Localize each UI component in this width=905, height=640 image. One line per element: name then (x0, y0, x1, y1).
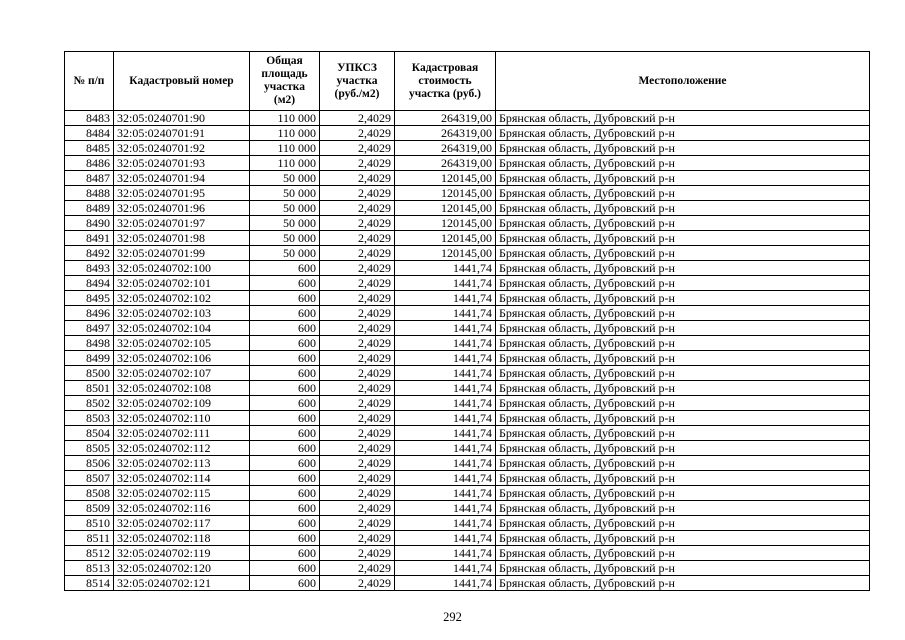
cell-upksz: 2,4029 (320, 246, 395, 261)
cell-area: 600 (250, 396, 320, 411)
table-row (65, 576, 870, 591)
cadastral-table (64, 51, 870, 591)
cell-area: 600 (250, 411, 320, 426)
cell-cadastral-value: 1441,74 (395, 501, 496, 516)
cell-location: Брянская область, Дубровский р-н (496, 291, 870, 306)
cell-location: Брянская область, Дубровский р-н (496, 441, 870, 456)
table-row (65, 291, 870, 306)
cell-cadastral-number: 32:05:0240701:96 (114, 201, 250, 216)
cell-cadastral-value: 1441,74 (395, 276, 496, 291)
cell-row-number: 8485 (65, 141, 114, 156)
cell-row-number: 8493 (65, 261, 114, 276)
cell-location: Брянская область, Дубровский р-н (496, 561, 870, 576)
cell-area: 600 (250, 261, 320, 276)
table-row (65, 246, 870, 261)
cell-cadastral-value: 1441,74 (395, 306, 496, 321)
table-row (65, 381, 870, 396)
cell-location: Брянская область, Дубровский р-н (496, 546, 870, 561)
cell-location: Брянская область, Дубровский р-н (496, 381, 870, 396)
cell-upksz: 2,4029 (320, 531, 395, 546)
cell-area: 600 (250, 531, 320, 546)
header-cadastral-number: Кадастровый номер (114, 52, 250, 111)
table-row (65, 171, 870, 186)
cell-location: Брянская область, Дубровский р-н (496, 246, 870, 261)
cell-cadastral-number: 32:05:0240702:113 (114, 456, 250, 471)
cell-location: Брянская область, Дубровский р-н (496, 471, 870, 486)
cell-area: 600 (250, 426, 320, 441)
table-row (65, 366, 870, 381)
cell-upksz: 2,4029 (320, 471, 395, 486)
cell-row-number: 8505 (65, 441, 114, 456)
cell-location: Брянская область, Дубровский р-н (496, 351, 870, 366)
table-row (65, 126, 870, 141)
cell-location: Брянская область, Дубровский р-н (496, 171, 870, 186)
cell-location: Брянская область, Дубровский р-н (496, 111, 870, 126)
cell-cadastral-value: 264319,00 (395, 156, 496, 171)
cell-cadastral-number: 32:05:0240702:117 (114, 516, 250, 531)
cell-cadastral-value: 120145,00 (395, 216, 496, 231)
table-row (65, 321, 870, 336)
cell-area: 50 000 (250, 246, 320, 261)
header-no: № п/п (65, 52, 114, 111)
cell-cadastral-value: 1441,74 (395, 546, 496, 561)
cell-area: 600 (250, 276, 320, 291)
cell-upksz: 2,4029 (320, 111, 395, 126)
cell-row-number: 8495 (65, 291, 114, 306)
cell-row-number: 8501 (65, 381, 114, 396)
table-row (65, 216, 870, 231)
page-number: 292 (443, 610, 462, 624)
cell-area: 600 (250, 441, 320, 456)
cell-area: 110 000 (250, 141, 320, 156)
cell-upksz: 2,4029 (320, 291, 395, 306)
cell-cadastral-value: 120145,00 (395, 246, 496, 261)
cell-cadastral-value: 1441,74 (395, 471, 496, 486)
cell-cadastral-number: 32:05:0240702:105 (114, 336, 250, 351)
cell-upksz: 2,4029 (320, 321, 395, 336)
cell-row-number: 8488 (65, 186, 114, 201)
cell-row-number: 8484 (65, 126, 114, 141)
cell-cadastral-value: 120145,00 (395, 231, 496, 246)
table-row (65, 156, 870, 171)
table-row (65, 456, 870, 471)
cell-area: 110 000 (250, 126, 320, 141)
cell-location: Брянская область, Дубровский р-н (496, 366, 870, 381)
cell-location: Брянская область, Дубровский р-н (496, 201, 870, 216)
table-row (65, 516, 870, 531)
cell-cadastral-value: 1441,74 (395, 366, 496, 381)
cell-row-number: 8513 (65, 561, 114, 576)
cell-cadastral-number: 32:05:0240702:119 (114, 546, 250, 561)
cell-row-number: 8483 (65, 111, 114, 126)
cell-location: Брянская область, Дубровский р-н (496, 186, 870, 201)
cell-cadastral-number: 32:05:0240702:101 (114, 276, 250, 291)
cell-location: Брянская область, Дубровский р-н (496, 576, 870, 591)
cell-row-number: 8499 (65, 351, 114, 366)
cell-cadastral-number: 32:05:0240702:108 (114, 381, 250, 396)
cell-location: Брянская область, Дубровский р-н (496, 516, 870, 531)
cell-upksz: 2,4029 (320, 546, 395, 561)
cell-row-number: 8487 (65, 171, 114, 186)
table-row (65, 501, 870, 516)
cell-cadastral-number: 32:05:0240701:97 (114, 216, 250, 231)
cell-cadastral-value: 1441,74 (395, 336, 496, 351)
header-cadastral-value: Кадастровая стоимость участка (руб.) (395, 52, 496, 111)
cell-cadastral-number: 32:05:0240701:92 (114, 141, 250, 156)
cell-cadastral-number: 32:05:0240702:102 (114, 291, 250, 306)
cell-upksz: 2,4029 (320, 516, 395, 531)
cell-area: 50 000 (250, 231, 320, 246)
table-row (65, 441, 870, 456)
cell-location: Брянская область, Дубровский р-н (496, 486, 870, 501)
cell-cadastral-number: 32:05:0240702:112 (114, 441, 250, 456)
cell-cadastral-value: 264319,00 (395, 126, 496, 141)
cell-row-number: 8507 (65, 471, 114, 486)
cell-area: 600 (250, 321, 320, 336)
cell-area: 600 (250, 546, 320, 561)
cell-row-number: 8511 (65, 531, 114, 546)
cell-cadastral-value: 1441,74 (395, 486, 496, 501)
cell-upksz: 2,4029 (320, 276, 395, 291)
cell-upksz: 2,4029 (320, 141, 395, 156)
table-row (65, 306, 870, 321)
table-body (65, 111, 870, 591)
cell-area: 600 (250, 501, 320, 516)
cell-cadastral-number: 32:05:0240702:115 (114, 486, 250, 501)
cell-row-number: 8490 (65, 216, 114, 231)
cell-cadastral-value: 1441,74 (395, 261, 496, 276)
cell-location: Брянская область, Дубровский р-н (496, 336, 870, 351)
cell-cadastral-value: 120145,00 (395, 171, 496, 186)
cell-upksz: 2,4029 (320, 306, 395, 321)
cell-cadastral-number: 32:05:0240701:91 (114, 126, 250, 141)
cell-upksz: 2,4029 (320, 126, 395, 141)
cell-upksz: 2,4029 (320, 156, 395, 171)
header-upksz: УПКСЗ участка (руб./м2) (320, 52, 395, 111)
cell-row-number: 8486 (65, 156, 114, 171)
cell-cadastral-value: 1441,74 (395, 291, 496, 306)
header-location: Местоположение (496, 52, 870, 111)
table-row (65, 336, 870, 351)
table-row (65, 531, 870, 546)
cell-upksz: 2,4029 (320, 396, 395, 411)
cell-location: Брянская область, Дубровский р-н (496, 126, 870, 141)
cell-row-number: 8492 (65, 246, 114, 261)
cell-row-number: 8509 (65, 501, 114, 516)
cell-location: Брянская область, Дубровский р-н (496, 216, 870, 231)
table-header-row (65, 52, 870, 111)
table-row (65, 186, 870, 201)
cell-upksz: 2,4029 (320, 441, 395, 456)
cell-cadastral-value: 1441,74 (395, 411, 496, 426)
cell-row-number: 8510 (65, 516, 114, 531)
cell-upksz: 2,4029 (320, 576, 395, 591)
table-row (65, 396, 870, 411)
cell-location: Брянская область, Дубровский р-н (496, 321, 870, 336)
cell-upksz: 2,4029 (320, 171, 395, 186)
cell-row-number: 8500 (65, 366, 114, 381)
cell-upksz: 2,4029 (320, 501, 395, 516)
table-row (65, 471, 870, 486)
cell-cadastral-number: 32:05:0240701:93 (114, 156, 250, 171)
cell-row-number: 8502 (65, 396, 114, 411)
cell-area: 600 (250, 516, 320, 531)
cell-upksz: 2,4029 (320, 456, 395, 471)
table-row (65, 426, 870, 441)
cell-cadastral-number: 32:05:0240701:95 (114, 186, 250, 201)
table-row (65, 546, 870, 561)
cell-location: Брянская область, Дубровский р-н (496, 261, 870, 276)
table-row (65, 411, 870, 426)
cell-upksz: 2,4029 (320, 216, 395, 231)
cell-cadastral-number: 32:05:0240701:98 (114, 231, 250, 246)
cell-area: 600 (250, 561, 320, 576)
cell-cadastral-number: 32:05:0240701:99 (114, 246, 250, 261)
cell-cadastral-value: 1441,74 (395, 441, 496, 456)
cell-location: Брянская область, Дубровский р-н (496, 531, 870, 546)
cell-cadastral-value: 264319,00 (395, 141, 496, 156)
cell-cadastral-value: 1441,74 (395, 516, 496, 531)
cell-cadastral-value: 1441,74 (395, 531, 496, 546)
cell-area: 600 (250, 486, 320, 501)
table-row (65, 261, 870, 276)
cell-area: 50 000 (250, 216, 320, 231)
cell-cadastral-value: 1441,74 (395, 561, 496, 576)
cell-area: 50 000 (250, 171, 320, 186)
cell-upksz: 2,4029 (320, 561, 395, 576)
cell-row-number: 8504 (65, 426, 114, 441)
table-row (65, 486, 870, 501)
cell-location: Брянская область, Дубровский р-н (496, 276, 870, 291)
cell-cadastral-number: 32:05:0240702:118 (114, 531, 250, 546)
table-row (65, 141, 870, 156)
cell-upksz: 2,4029 (320, 201, 395, 216)
cell-row-number: 8491 (65, 231, 114, 246)
cell-area: 600 (250, 381, 320, 396)
cell-upksz: 2,4029 (320, 336, 395, 351)
cell-area: 600 (250, 576, 320, 591)
cell-area: 600 (250, 351, 320, 366)
cell-cadastral-number: 32:05:0240702:103 (114, 306, 250, 321)
cell-cadastral-number: 32:05:0240701:90 (114, 111, 250, 126)
cell-cadastral-number: 32:05:0240701:94 (114, 171, 250, 186)
cell-area: 50 000 (250, 186, 320, 201)
cell-upksz: 2,4029 (320, 231, 395, 246)
cell-area: 600 (250, 456, 320, 471)
cell-cadastral-number: 32:05:0240702:109 (114, 396, 250, 411)
cell-upksz: 2,4029 (320, 366, 395, 381)
cell-area: 110 000 (250, 111, 320, 126)
cell-location: Брянская область, Дубровский р-н (496, 141, 870, 156)
cell-cadastral-number: 32:05:0240702:116 (114, 501, 250, 516)
cell-area: 600 (250, 306, 320, 321)
cell-location: Брянская область, Дубровский р-н (496, 231, 870, 246)
cell-location: Брянская область, Дубровский р-н (496, 396, 870, 411)
cell-area: 600 (250, 366, 320, 381)
table-row (65, 351, 870, 366)
cell-cadastral-value: 1441,74 (395, 351, 496, 366)
cell-upksz: 2,4029 (320, 186, 395, 201)
cell-upksz: 2,4029 (320, 486, 395, 501)
cell-location: Брянская область, Дубровский р-н (496, 501, 870, 516)
cell-cadastral-value: 1441,74 (395, 426, 496, 441)
cell-cadastral-value: 1441,74 (395, 321, 496, 336)
cell-row-number: 8498 (65, 336, 114, 351)
cell-location: Брянская область, Дубровский р-н (496, 306, 870, 321)
cell-upksz: 2,4029 (320, 426, 395, 441)
cell-row-number: 8512 (65, 546, 114, 561)
cell-cadastral-value: 264319,00 (395, 111, 496, 126)
cell-upksz: 2,4029 (320, 351, 395, 366)
table-row (65, 201, 870, 216)
cell-cadastral-value: 120145,00 (395, 201, 496, 216)
cell-cadastral-number: 32:05:0240702:110 (114, 411, 250, 426)
cell-location: Брянская область, Дубровский р-н (496, 411, 870, 426)
cell-row-number: 8494 (65, 276, 114, 291)
cell-cadastral-number: 32:05:0240702:104 (114, 321, 250, 336)
cell-location: Брянская область, Дубровский р-н (496, 156, 870, 171)
cell-cadastral-number: 32:05:0240702:106 (114, 351, 250, 366)
cell-row-number: 8497 (65, 321, 114, 336)
cell-row-number: 8508 (65, 486, 114, 501)
table-row (65, 561, 870, 576)
cell-upksz: 2,4029 (320, 381, 395, 396)
table-row (65, 276, 870, 291)
cell-upksz: 2,4029 (320, 411, 395, 426)
cell-location: Брянская область, Дубровский р-н (496, 426, 870, 441)
header-area: Общая площадь участка (м2) (250, 52, 320, 111)
table-row (65, 231, 870, 246)
cell-area: 600 (250, 291, 320, 306)
cell-area: 50 000 (250, 201, 320, 216)
cell-cadastral-value: 1441,74 (395, 381, 496, 396)
cell-row-number: 8506 (65, 456, 114, 471)
cell-cadastral-number: 32:05:0240702:114 (114, 471, 250, 486)
cell-cadastral-value: 1441,74 (395, 396, 496, 411)
cell-cadastral-value: 120145,00 (395, 186, 496, 201)
cell-cadastral-value: 1441,74 (395, 576, 496, 591)
table-row (65, 111, 870, 126)
cell-cadastral-value: 1441,74 (395, 456, 496, 471)
cell-cadastral-number: 32:05:0240702:121 (114, 576, 250, 591)
cell-upksz: 2,4029 (320, 261, 395, 276)
cell-cadastral-number: 32:05:0240702:100 (114, 261, 250, 276)
cell-row-number: 8503 (65, 411, 114, 426)
cell-row-number: 8496 (65, 306, 114, 321)
cell-row-number: 8514 (65, 576, 114, 591)
cell-row-number: 8489 (65, 201, 114, 216)
cell-area: 110 000 (250, 156, 320, 171)
cell-cadastral-number: 32:05:0240702:120 (114, 561, 250, 576)
cell-cadastral-number: 32:05:0240702:111 (114, 426, 250, 441)
cell-cadastral-number: 32:05:0240702:107 (114, 366, 250, 381)
cell-area: 600 (250, 471, 320, 486)
cell-location: Брянская область, Дубровский р-н (496, 456, 870, 471)
cell-area: 600 (250, 336, 320, 351)
